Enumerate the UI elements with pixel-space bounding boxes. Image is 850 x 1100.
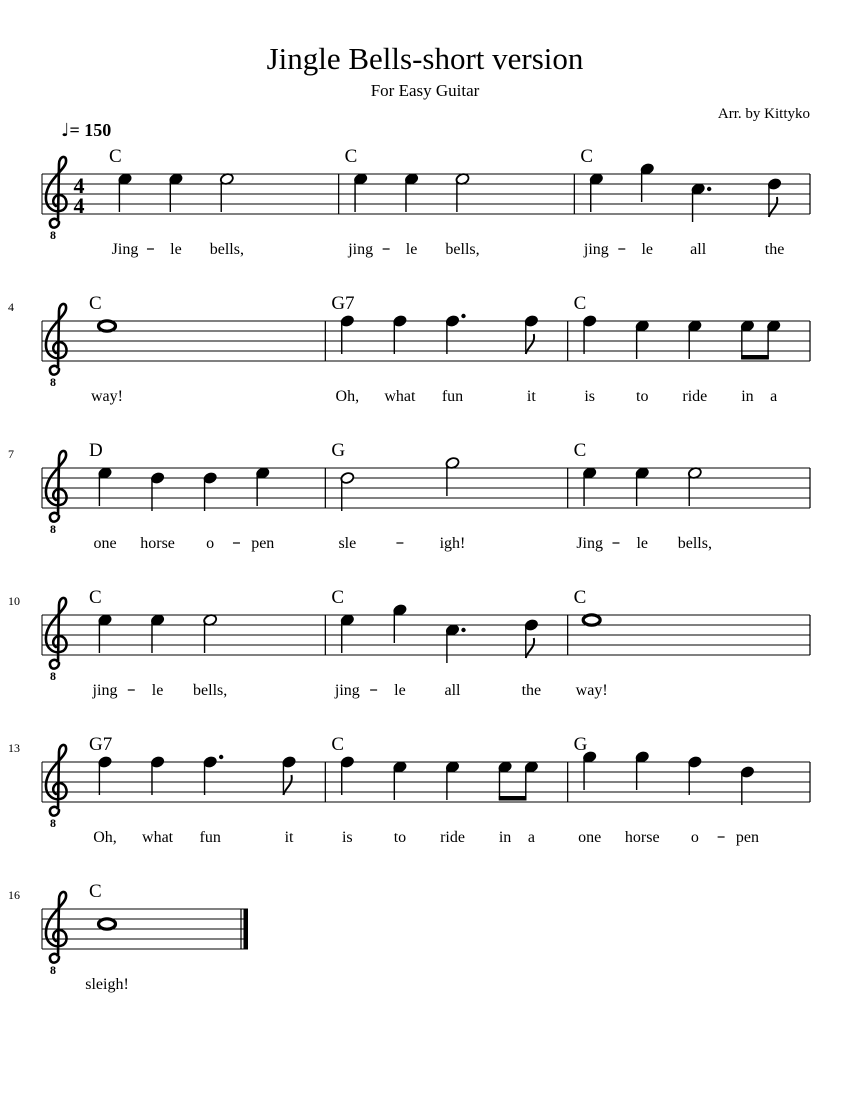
lyric-syllable: one	[93, 535, 117, 552]
measure	[331, 440, 567, 552]
measure	[574, 734, 810, 846]
note	[445, 456, 460, 496]
lyric-syllable: bells,	[677, 535, 712, 552]
lyric-syllable: o	[206, 535, 215, 552]
chord-symbol: C	[573, 293, 587, 314]
clef-octave-mark: 8	[50, 963, 56, 977]
treble-clef-icon	[46, 892, 67, 977]
time-signature-top: 4	[73, 173, 85, 198]
measure	[109, 146, 339, 258]
lyric-syllable: Oh,	[93, 829, 117, 846]
note	[635, 750, 650, 790]
note	[98, 466, 113, 506]
chord-symbol: G	[573, 734, 588, 755]
note	[687, 755, 702, 795]
chord-symbol: C	[344, 146, 358, 167]
note	[392, 603, 407, 643]
chord-symbol: C	[89, 881, 102, 902]
measure	[574, 293, 810, 405]
clef-octave-mark: 8	[50, 228, 56, 242]
chord-symbol: G	[331, 440, 346, 461]
measure	[331, 734, 567, 846]
staff-system	[8, 881, 248, 993]
note	[340, 755, 355, 795]
lyric-syllable: pen	[735, 829, 759, 846]
lyric-syllable: Oh,	[335, 388, 360, 405]
score-subtitle: For Easy Guitar	[370, 81, 480, 100]
staff-system	[8, 734, 810, 846]
note	[740, 765, 755, 805]
arranger-credit: Arr. by Kittyko	[717, 106, 810, 122]
lyric-syllable: fun	[199, 829, 221, 846]
lyric-syllable: bells,	[193, 682, 228, 699]
lyric-syllable: to	[636, 388, 649, 405]
note	[687, 466, 702, 506]
note	[740, 319, 755, 359]
measure	[89, 587, 325, 699]
lyric-syllable: horse	[140, 535, 175, 552]
lyric-syllable: the	[521, 682, 542, 699]
note	[582, 314, 597, 354]
note	[203, 471, 218, 511]
lyric-syllable: one	[578, 829, 602, 846]
notehead	[99, 321, 116, 331]
lyric-syllable: Jing	[111, 241, 139, 258]
clef-octave-mark: 8	[50, 816, 56, 830]
chord-symbol: G7	[331, 293, 355, 314]
lyric-syllable: le	[151, 682, 164, 699]
lyric-syllable: igh!	[439, 535, 466, 552]
note	[168, 172, 183, 212]
lyric-syllable: Jing	[576, 535, 604, 552]
note	[635, 466, 650, 506]
note	[255, 466, 270, 506]
lyric-syllable: le	[641, 241, 654, 258]
measure-number: 13	[8, 741, 20, 755]
lyric-syllable: jing	[334, 682, 360, 699]
lyric-syllable: o	[690, 829, 699, 846]
lyric-syllable: le	[394, 682, 406, 699]
lyric-syllable: le	[405, 241, 418, 258]
time-signature	[74, 173, 85, 218]
measure	[331, 293, 567, 405]
note	[340, 471, 355, 511]
quarter-note-tempo-icon: ♩	[61, 120, 70, 141]
lyric-syllable: bells,	[209, 241, 244, 258]
lyric-syllable: bells,	[445, 241, 480, 258]
note-beam	[499, 796, 527, 801]
staff-system	[42, 146, 810, 258]
final-barline	[244, 909, 249, 949]
lyric-syllable: way!	[91, 388, 123, 405]
measure-number: 7	[8, 447, 14, 461]
lyric-syllable: le	[170, 241, 182, 258]
chord-symbol: C	[580, 146, 594, 167]
note	[150, 613, 165, 653]
measure-number: 4	[8, 300, 14, 314]
augmentation-dot	[707, 187, 711, 191]
note	[203, 755, 224, 795]
lyric-syllable: the	[764, 241, 785, 258]
note	[640, 162, 655, 202]
measure-number: 16	[8, 888, 20, 902]
note	[524, 314, 539, 354]
note	[219, 172, 234, 212]
note	[455, 172, 470, 212]
lyric-syllable: a	[770, 388, 778, 405]
chord-symbol: C	[573, 440, 587, 461]
time-signature-bottom: 4	[73, 193, 85, 218]
lyric-syllable: way!	[575, 682, 608, 699]
note	[340, 314, 355, 354]
clef-octave-mark: 8	[50, 669, 56, 683]
lyric-syllable: a	[527, 829, 535, 846]
measure	[85, 881, 248, 993]
augmentation-dot	[461, 628, 465, 632]
note	[589, 172, 604, 212]
note	[635, 319, 650, 359]
notehead	[583, 615, 600, 625]
lyric-syllable: jing	[583, 241, 609, 258]
score-title: Jingle Bells-short version	[266, 41, 584, 76]
note	[445, 760, 460, 800]
lyric-syllable: is	[341, 829, 353, 846]
clef-octave-mark: 8	[50, 375, 56, 389]
note	[98, 755, 113, 795]
treble-clef-icon	[46, 157, 67, 242]
note	[767, 177, 782, 217]
measure	[89, 734, 325, 846]
lyric-syllable: what	[142, 829, 174, 846]
note	[583, 615, 600, 625]
lyric-syllable: ride	[440, 829, 465, 846]
augmentation-dot	[219, 755, 223, 759]
lyric-syllable: le	[636, 535, 649, 552]
chord-symbol: C	[89, 587, 102, 608]
note	[404, 172, 419, 212]
note	[498, 760, 513, 800]
chord-symbol: C	[573, 587, 587, 608]
chord-symbol: D	[89, 440, 103, 461]
treble-clef-icon	[46, 451, 67, 536]
measure-number: 10	[8, 594, 20, 608]
note	[582, 466, 597, 506]
treble-clef-icon	[46, 598, 67, 683]
note	[392, 760, 407, 800]
staff-system	[8, 587, 810, 699]
lyric-syllable: pen	[251, 535, 275, 552]
note	[118, 172, 133, 212]
lyric-syllable: horse	[624, 829, 660, 846]
notehead	[99, 919, 116, 929]
note-beam	[741, 355, 769, 360]
staff-system	[8, 293, 810, 405]
augmentation-dot	[461, 314, 465, 318]
note	[392, 314, 407, 354]
note	[150, 471, 165, 511]
treble-clef-icon	[46, 304, 67, 389]
staff-system	[8, 440, 810, 552]
lyric-syllable: in	[498, 829, 512, 846]
chord-symbol: C	[331, 587, 345, 608]
note	[766, 319, 781, 359]
lyric-syllable: all	[690, 241, 707, 258]
treble-clef-icon	[46, 745, 67, 830]
note	[340, 613, 355, 653]
note	[99, 919, 116, 929]
lyric-syllable: jing	[92, 682, 118, 699]
lyric-syllable: it	[526, 388, 536, 405]
note	[98, 613, 113, 653]
lyric-syllable: ride	[682, 388, 708, 405]
tempo-value: = 150	[69, 120, 112, 140]
lyric-syllable: jing	[348, 241, 374, 258]
measure	[89, 440, 325, 552]
lyric-syllable: sleigh!	[85, 976, 129, 993]
lyric-syllable: it	[284, 829, 294, 846]
measure	[345, 146, 575, 258]
note	[282, 755, 297, 795]
chord-symbol: C	[331, 734, 345, 755]
lyric-syllable: to	[393, 829, 407, 846]
note	[691, 182, 712, 222]
lyric-syllable: in	[741, 388, 754, 405]
measure	[574, 440, 810, 552]
measure	[580, 146, 810, 258]
note	[687, 319, 702, 359]
note	[445, 623, 466, 663]
note	[524, 618, 539, 658]
clef-octave-mark: 8	[50, 522, 56, 536]
lyric-syllable: sle	[338, 535, 357, 552]
measure	[89, 293, 325, 405]
chord-symbol: G7	[89, 734, 113, 755]
note	[524, 760, 539, 800]
measure	[331, 587, 567, 699]
chord-symbol: C	[89, 293, 102, 314]
lyric-syllable: is	[584, 388, 596, 405]
note	[353, 172, 368, 212]
note	[582, 750, 597, 790]
note	[445, 314, 466, 354]
chord-symbol: C	[109, 146, 122, 167]
measure	[574, 587, 810, 699]
note	[99, 321, 116, 331]
lyric-syllable: what	[384, 388, 416, 405]
lyric-syllable: fun	[441, 388, 464, 405]
note	[150, 755, 165, 795]
note	[203, 613, 218, 653]
lyric-syllable: all	[444, 682, 461, 699]
